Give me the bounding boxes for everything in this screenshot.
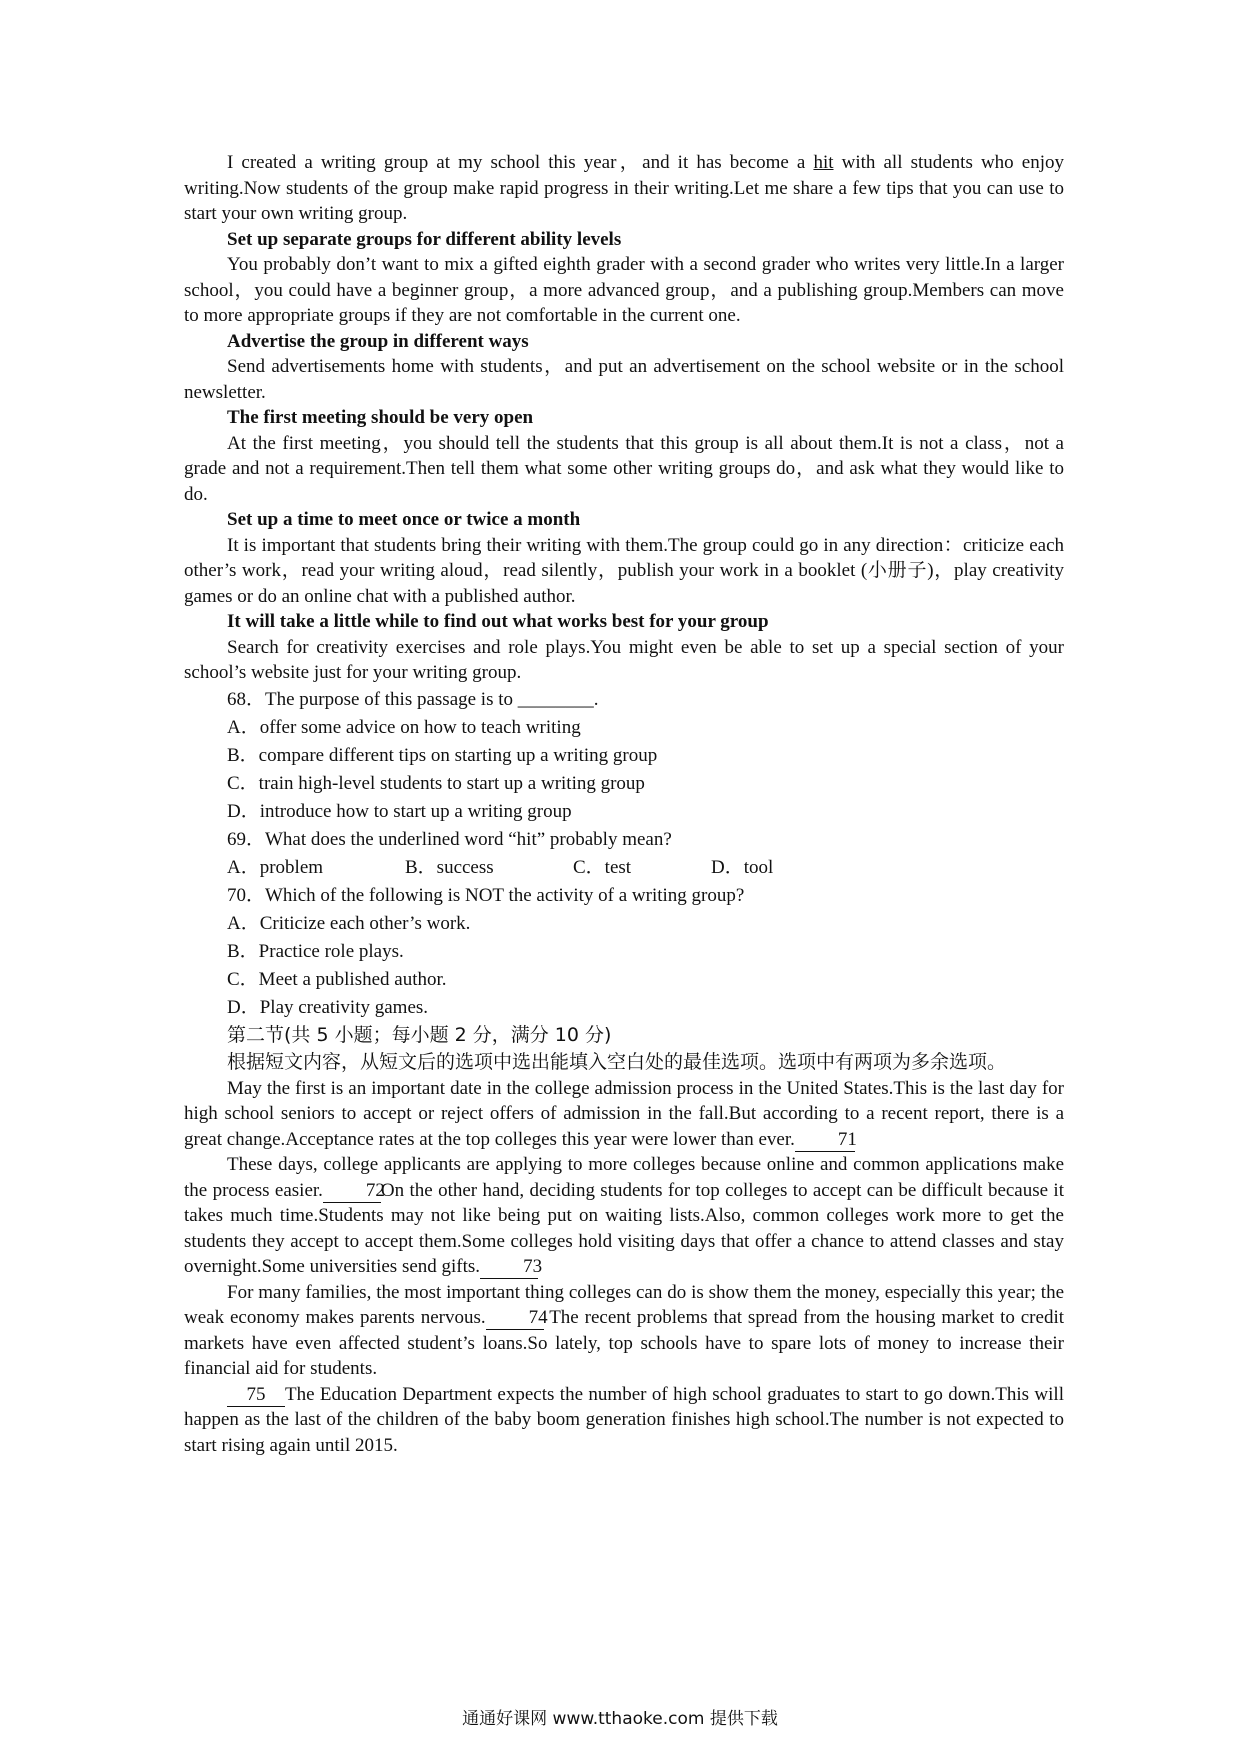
heading-1: Set up separate groups for different ability levels bbox=[227, 228, 622, 250]
question-69-stem: 69．What does the underlined word “hit” probably mean? bbox=[227, 828, 672, 850]
passage2-p1-text: May the first is an important date in the college admission process in the United States.This is the last day for high school seniors to accept or reject offers of admission in the fall.But according to a recent report, there is a great change.Acceptance rates at the top colleges this year were lower than ever. bbox=[184, 1077, 1064, 1150]
paragraph-3: At the first meeting，you should tell the students that this group is all about them.It is not a class，not a grade and not a requirement.Then tell them what some other writing groups do，and ask what they would like to do. bbox=[184, 432, 1064, 505]
passage2-paragraph-1 bbox=[184, 1076, 1064, 1153]
blank-71: 71 bbox=[795, 1129, 855, 1152]
paragraph-1: You probably don’t want to mix a gifted eighth grader with a second grader who writes very little.In a larger school，you could have a beginner group，a more advanced group，and a publishing group.Members can move to more appropriate groups if they are not comfortable in the current one. bbox=[184, 254, 1064, 326]
question-70-option-d: D．Play creativity games. bbox=[227, 996, 429, 1018]
question-69-option-d: D．tool bbox=[711, 856, 774, 878]
passage2-paragraph-2 bbox=[184, 1152, 1064, 1280]
heading-3: The first meeting should be very open bbox=[227, 407, 534, 428]
question-70-option-c: C．Meet a published author. bbox=[227, 968, 447, 990]
page-footer: 通通好课网 www.tthaoke.com 提供下载 bbox=[462, 1709, 778, 1729]
passage2-paragraph-4 bbox=[184, 1382, 1064, 1459]
question-68-option-a: A．offer some advice on how to teach writing bbox=[227, 716, 581, 738]
question-69-option-a: A．problem bbox=[227, 856, 324, 878]
heading-5: It will take a little while to find out what works best for your group bbox=[227, 611, 769, 632]
paragraph-4: It is important that students bring their writing with them.The group could go in any direction：criticize each other’s work，read your writing aloud，read silently，publish your work in a booklet (小册子)，play creativity games or do an online chat with a published author. bbox=[184, 534, 1064, 607]
intro-text-a: I created a writing group at my school this year，and it has become a bbox=[227, 152, 814, 173]
question-68-option-c: C．train high-level students to start up a writing group bbox=[227, 772, 645, 794]
question-70-option-b: B．Practice role plays. bbox=[227, 940, 404, 962]
question-68-option-b: B．compare different tips on starting up a writing group bbox=[227, 744, 658, 766]
question-68-option-d: D．introduce how to start up a writing group bbox=[227, 800, 572, 822]
heading-2: Advertise the group in different ways bbox=[227, 330, 529, 352]
passage2-p3-text-b: The recent problems that spread from the housing market to credit markets have even affected student’s loans.So lately, top schools have to spare lots of money to increase their financial aid for students. bbox=[184, 1307, 1064, 1379]
blank-72: 72 bbox=[323, 1180, 381, 1203]
paragraph-2: Send advertisements home with students，and put an advertisement on the school website or in the school newsletter. bbox=[184, 356, 1064, 403]
passage2-p2-text-a: These days, college applicants are applying to more colleges because online and common applications make the process easier. bbox=[184, 1154, 1064, 1201]
question-69-options bbox=[184, 854, 1064, 882]
heading-4: Set up a time to meet once or twice a month bbox=[227, 509, 581, 530]
passage2-p3-text-a: For many families, the most important thing colleges can do is show them the money, especially this year; the weak economy makes parents nervous. bbox=[184, 1281, 1064, 1328]
blank-73: 73 bbox=[480, 1256, 538, 1279]
passage2-p4-text: The Education Department expects the number of high school graduates to start to go down.This will happen as the last of the children of the baby boom generation finishes high school.The number is not expected to start rising again until 2015. bbox=[184, 1383, 1064, 1456]
question-69-option-b: B．success bbox=[405, 856, 494, 878]
section-2-title: 第二节(共 5 小题；每小题 2 分，满分 10 分) bbox=[227, 1023, 612, 1046]
blank-74: 74 bbox=[486, 1307, 544, 1330]
section-2-instruction: 根据短文内容，从短文后的选项中选出能填入空白处的最佳选项。选项中有两项为多余选项。 bbox=[227, 1050, 1007, 1073]
blank-75: 75 bbox=[227, 1384, 285, 1407]
passage1-intro bbox=[184, 150, 1064, 227]
exam-page bbox=[184, 150, 1064, 1458]
question-70-option-a: A．Criticize each other’s work. bbox=[227, 912, 471, 934]
question-70-stem: 70．Which of the following is NOT the activity of a writing group? bbox=[227, 884, 745, 906]
question-68-stem: 68．The purpose of this passage is to ________. bbox=[227, 688, 599, 710]
question-69-option-c: C．test bbox=[573, 856, 632, 878]
paragraph-5: Search for creativity exercises and role plays.You might even be able to set up a special section of your school’s website just for your writing group. bbox=[184, 636, 1064, 683]
intro-text-b: with all students who enjoy writing.Now students of the group make rapid progress in their writing.Let me share a few tips that you can use to start your own writing group. bbox=[184, 152, 1064, 224]
passage2-paragraph-3 bbox=[184, 1280, 1064, 1382]
underlined-word-hit: hit bbox=[813, 152, 834, 173]
passage2-p2-text-b: On the other hand, deciding students for top colleges to accept can be difficult because it takes much time.Students may not like being put on waiting lists.Also, common colleges work more to get the students they accept to accept them.Some colleges hold visiting days that offer a chance to attend classes and stay overnight.Some universities send gifts. bbox=[184, 1179, 1064, 1277]
